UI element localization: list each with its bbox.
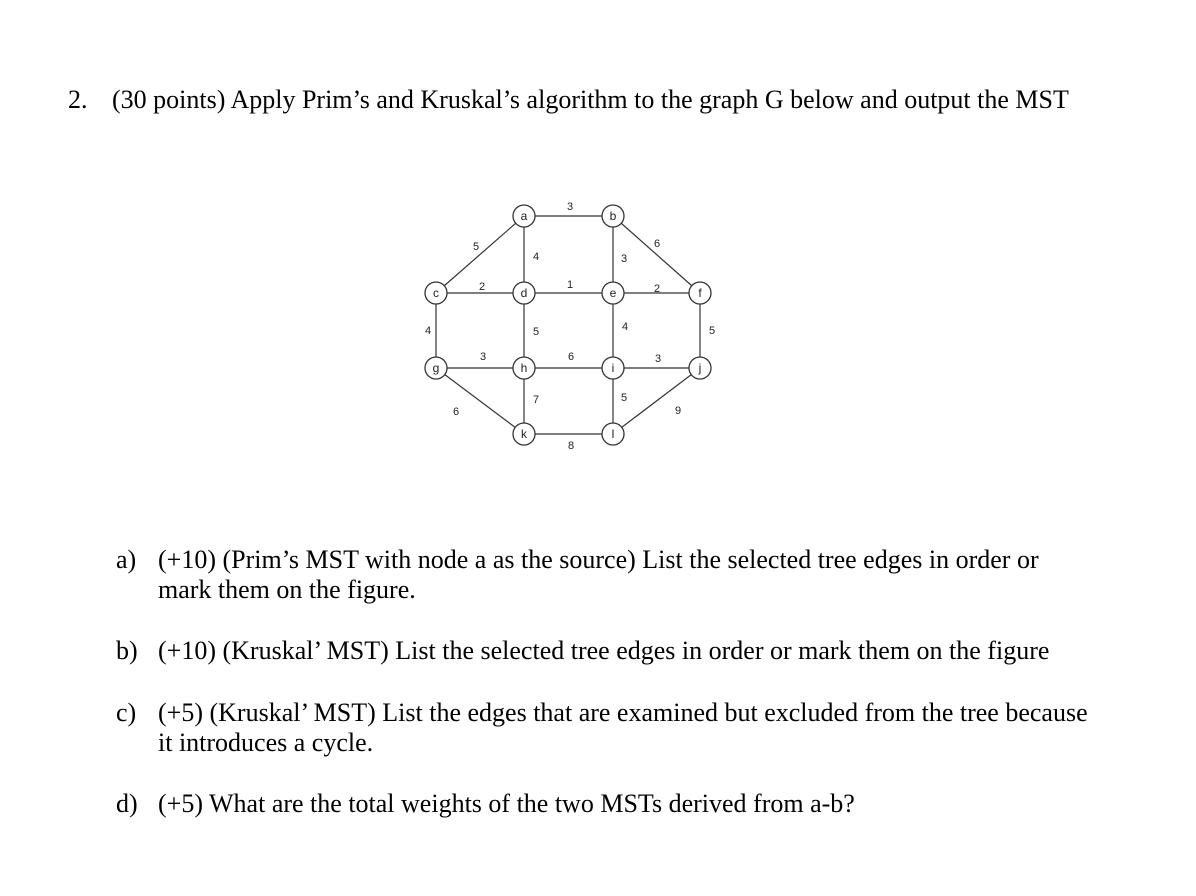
node-j (689, 357, 711, 379)
edge-weight-b-f: 6 (653, 237, 661, 250)
edge-weight-e-f: 2 (653, 282, 661, 295)
node-c (425, 282, 447, 304)
part-d (116, 789, 1116, 819)
part-c (116, 698, 1116, 758)
edge-g-k (436, 368, 524, 434)
edge-weight-i-l: 5 (620, 391, 628, 404)
node-label-b: b (609, 209, 617, 224)
node-a (513, 205, 535, 227)
node-e (602, 282, 624, 304)
node-label-f: f (698, 286, 702, 301)
node-k (513, 423, 535, 445)
part-a (116, 545, 1116, 605)
node-label-h: h (520, 361, 528, 376)
edge-weight-b-e: 3 (620, 252, 628, 265)
graph-edge-weights (425, 201, 715, 452)
node-l (602, 423, 624, 445)
edge-weight-a-d: 4 (532, 250, 540, 263)
edge-weight-a-b: 3 (566, 200, 574, 213)
node-i (602, 357, 624, 379)
node-label-k: k (521, 427, 527, 442)
part-c-marker: c) (116, 698, 137, 727)
part-c-text: (+5) (Kruskal’ MST) List the edges that are examined but excluded from the tree because it introduces a cycle. (158, 698, 1088, 757)
node-b (602, 205, 624, 227)
part-d-marker: d) (116, 789, 138, 818)
part-a-text: (+10) (Prim’s MST with node a as the source) List the selected tree edges in order or mark them on the figure. (158, 545, 1039, 604)
edge-weight-c-d: 2 (478, 280, 486, 293)
edge-weight-e-i: 4 (621, 320, 629, 333)
edge-weight-h-i: 6 (567, 350, 575, 363)
question-number: 2. (68, 85, 88, 114)
part-a-marker: a) (116, 545, 137, 574)
node-h (513, 357, 535, 379)
edge-weight-d-e: 1 (566, 278, 574, 291)
part-b-text: (+10) (Kruskal’ MST) List the selected tree edges in order or mark them on the figure (158, 636, 1050, 665)
node-label-a: a (520, 209, 528, 224)
node-label-d: d (520, 286, 528, 301)
node-label-j: j (698, 361, 702, 376)
edge-weight-j-l: 9 (674, 404, 682, 417)
part-d-text: (+5) What are the total weights of the two MSTs derived from a-b? (158, 789, 855, 818)
node-g (425, 357, 447, 379)
node-f (689, 282, 711, 304)
node-label-e: e (609, 286, 617, 301)
edge-weight-f-j: 5 (708, 324, 716, 337)
node-label-c: c (433, 286, 439, 301)
part-b-marker: b) (116, 636, 138, 665)
node-label-l: l (611, 427, 615, 442)
graph-nodes (425, 205, 711, 445)
node-d (513, 282, 535, 304)
edge-weight-g-k: 6 (452, 405, 460, 418)
edge-weight-i-j: 3 (654, 352, 662, 365)
node-label-i: i (611, 361, 615, 376)
edge-weight-h-k: 7 (532, 393, 540, 406)
question-text: (30 points) Apply Prim’s and Kruskal’s algorithm to the graph G below and output the MST (112, 85, 1069, 114)
edge-weight-c-g: 4 (424, 324, 432, 337)
edge-weight-g-h: 3 (479, 350, 487, 363)
part-b (116, 636, 1116, 666)
edge-weight-a-c: 5 (472, 240, 480, 253)
edge-weight-k-l: 8 (567, 439, 575, 452)
edge-weight-d-h: 5 (532, 325, 540, 338)
node-label-g: g (432, 361, 440, 376)
